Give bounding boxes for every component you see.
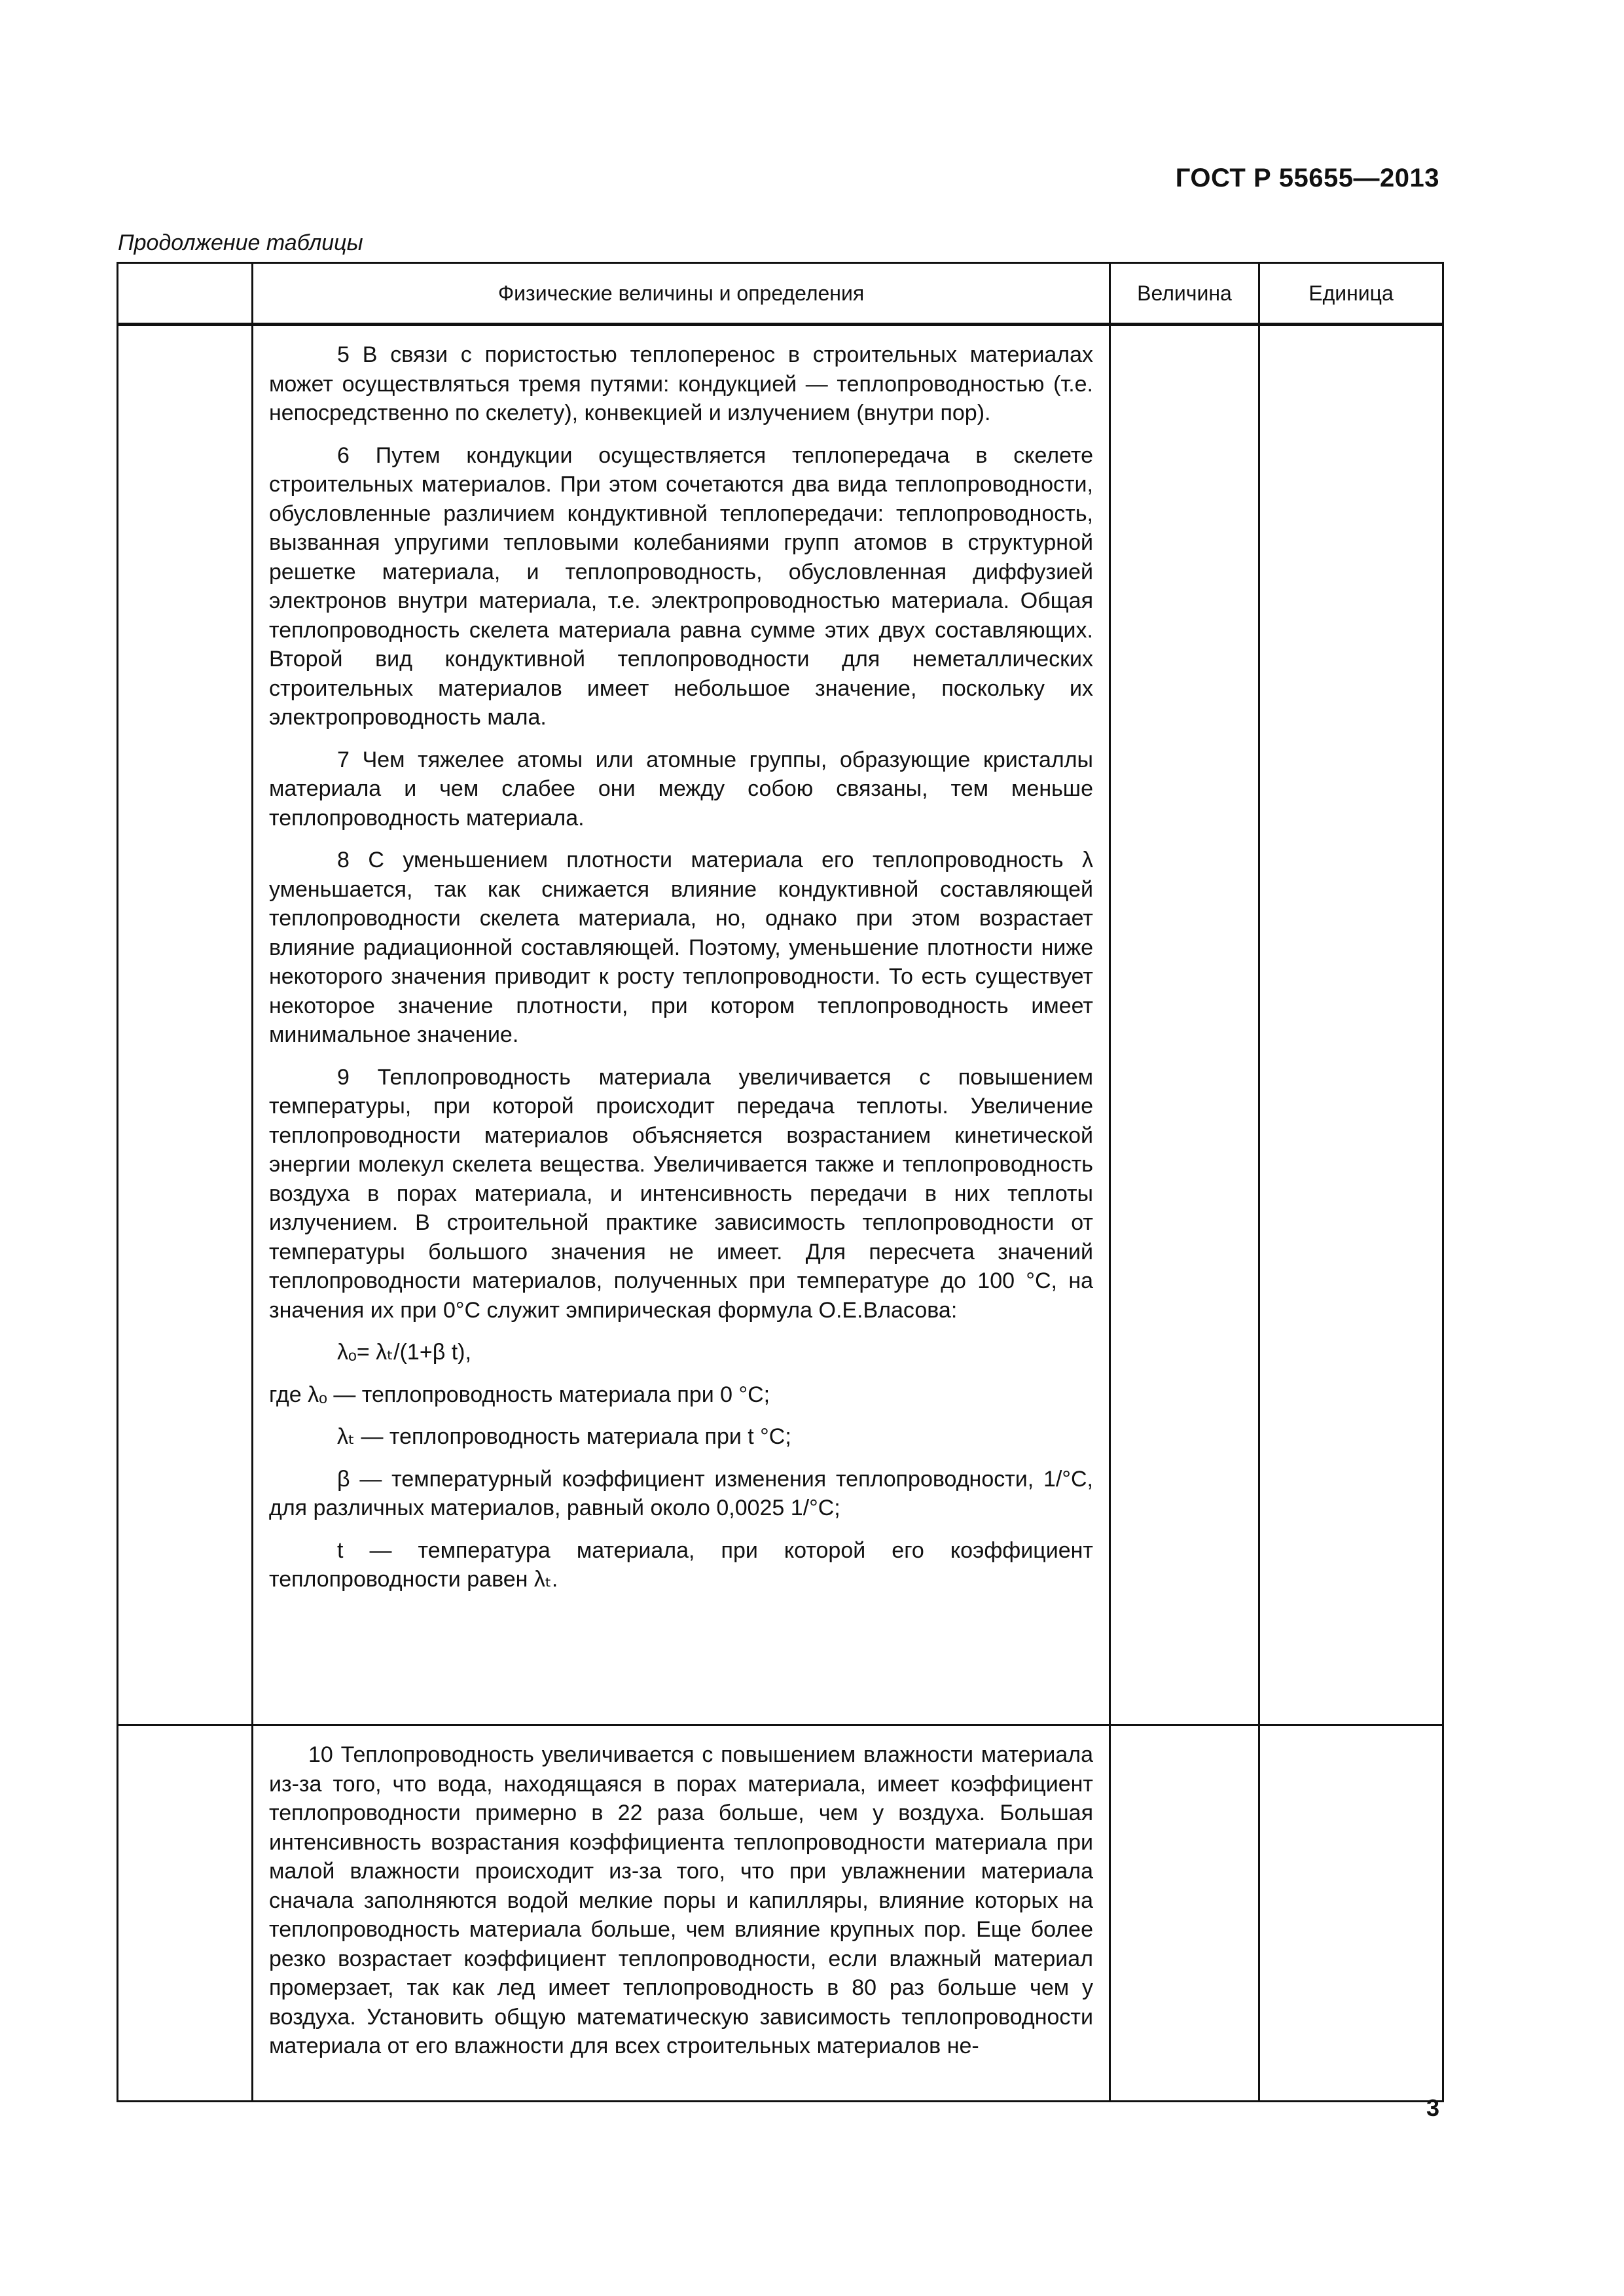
where-lambda-t: λₜ — теплопроводность материала при t °С; [337,1424,791,1449]
definitions-table [117,262,1444,2102]
header-value: Величина [1110,263,1259,325]
header-unit: Единица [1259,263,1443,325]
paragraph-6: 6 Путем кондукции осуществляется теплопередача в скелете строительных материалов. При этом сочетаются два вида теплопроводности, обусловленные различием кондуктивной теплопередачи: теплопроводность, вызванная упругими тепловыми колебаниями групп атомов в структурной решетке материала, и теплопроводность, обусловленная диффузией электронов внутри материала, т.е. электропроводностью материала. Общая теплопроводность скелета материала равна сумме этих двух составляющих. Второй вид кондуктивной теплопроводности для неметаллических строительных материалов имеет небольшое значение, поскольку их электропроводность мала. [269,442,1093,730]
unit-cell [1259,325,1443,1725]
value-cell [1110,1725,1259,2102]
paragraph-7: 7 Чем тяжелее атомы или атомные группы, образующие кристаллы материала и чем слабее они между собою связаны, тем меньше теплопроводность материала. [269,747,1093,831]
where-beta: β — температурный коэффициент изменения теплопроводности, 1/°С, для различных материалов, равный около 0,0025 1/°С; [269,1466,1093,1520]
value-cell [1110,325,1259,1725]
paragraph-9: 9 Теплопроводность материала увеличивается с повышением температуры, при которой происходит передача теплоты. Увеличение теплопроводности материалов объясняется возрастанием кинетической энергии молекул скелета вещества. Увеличивается также и теплопроводность воздуха в порах материала, и интенсивность передачи в них теплоты излучением. В строительной практике зависимость теплопроводности от температуры большого значения не имеет. Для пересчета значений теплопроводности материалов, полученных при температуре до 100 °С, на значения их при 0°С служит эмпирическая формула О.Е.Власова: [269,1064,1093,1323]
definition-cell [253,325,1110,1725]
table-row [118,1725,1443,2102]
term-cell [118,1725,253,2102]
document-code: ГОСТ Р 55655—2013 [1175,164,1439,192]
term-cell [118,325,253,1725]
table-header-row [118,263,1443,325]
table-row [118,325,1443,1725]
paragraph-5: 5 В связи с пористостью теплоперенос в строительных материалах может осуществляться тремя путями: кондукцией — теплопроводностью (т.е. непосредственно по скелету), конвекцией и излучением (внутри пор). [269,342,1093,425]
page-number: 3 [1426,2094,1439,2121]
definition-cell [253,1725,1110,2102]
where-temperature: t — температура материала, при которой его коэффициент теплопроводности равен λₜ. [269,1537,1093,1592]
where-lambda-0: где λₒ — теплопроводность материала при 0 °С; [269,1382,770,1407]
header-term [118,263,253,325]
paragraph-10: 10 Теплопроводность увеличивается с повышением влажности материала из-за того, что вода, находящаяся в порах материала, имеет коэффициент теплопроводности примерно в 22 раза больше, чем у воздуха. Большая интенсивность возрастания коэффициента теплопроводности материала при малой влажности происходит из-за того, что при увлажнении материала сначала заполняются водой мелкие поры и капилляры, влияние которых на теплопроводность материала больше, чем влияние крупных пор. Еще более резко возрастает коэффициент теплопроводности, если влажный материал промерзает, так как лед имеет теплопроводность в 80 раз больше чем у воздуха. Установить общую математическую зависимость теплопроводности материала от его влажности для всех строительных материалов не- [269,1742,1093,2058]
table-continuation-caption: Продолжение таблицы [118,230,363,255]
unit-cell [1259,1725,1443,2102]
header-definitions: Физические величины и определения [253,263,1110,325]
vlasov-formula: λₒ= λₜ/(1+β t), [337,1340,471,1365]
paragraph-8: 8 С уменьшением плотности материала его теплопроводность λ уменьшается, так как снижается влияние кондуктивной составляющей теплопроводности скелета материала, но, однако при этом возрастает влияние радиационной составляющей. Поэтому, уменьшение плотности ниже некоторого значения приводит к росту теплопроводности. То есть существует некоторое значение плотности, при котором теплопроводность имеет минимальное значение. [269,848,1093,1047]
